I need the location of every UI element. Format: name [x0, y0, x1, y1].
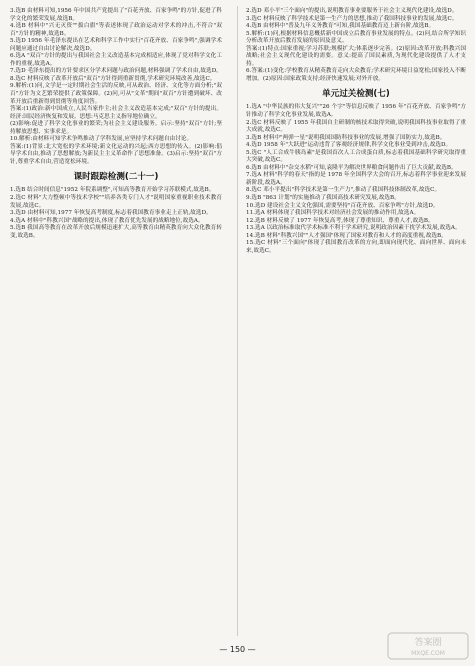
answer-paragraph: 3.选B 由材料可知,1956 年中国共产党提出了"百花齐放、百家争鸣"的方针,促进了科学文化的繁荣发展,故选B。: [10, 8, 222, 22]
answer-paragraph: 15.选C 材料"三个面向"体现了我国教育改革的方向,即面向现代化、面向世界、面向未来,故选C。: [246, 240, 466, 254]
answer-paragraph: 5.选C "人工合成牛胰岛素"是我国首次人工合成蛋白质,标志着我国基础科学研究取得重大突破,故选C。: [246, 149, 466, 164]
answer-paragraph: 9.选B "863 计划"的实施推动了我国高技术研究发展,故选B。: [246, 195, 400, 202]
section-heading: 课时跟踪检测(二十一): [73, 172, 159, 183]
answer-paragraph: 2.选C 材料"大力整顿中等技术学校""培养各类专门人才"说明国家重视职业技术教育发展,故选C。: [10, 195, 222, 209]
answer-paragraph: 3.选B 材料中"两弹一星"说明我国国防科技事业的发展,增强了国防实力,故选B。: [246, 134, 446, 141]
svg-text:答案圈: 答案圈: [414, 638, 442, 648]
answer-paragraph: 答案:(1)背景:北大宽松的学术环境;新文化运动的兴起;西方思想的传入。(2)影响:倡导学术自由,推动了思想解放;为新民主主义革命作了思想准备。(3)启示:坚持"双百"方针,尊重学术自由,营造宽松环境。: [10, 143, 222, 165]
answer-paragraph: 1.选A "中华民族的伟大复兴""26 个字"等信息反映了 1956 年"百花齐放、百家争鸣"方针推动了科学文化事业发展,故选A。: [246, 104, 466, 119]
answer-paragraph: 14.选B 材料"科教兴国""人才强国"体现了国家对教育和人才的高度重视,故选B。: [246, 232, 447, 239]
answer-paragraph: 3.选D 由材料可知,1977 年恢复高考制度,标志着我国教育事业走上正轨,故选D。: [10, 210, 212, 217]
answer-paragraph: 10.选D 建设社会主义文化强国,需要坚持"百花齐放、百家争鸣"方针,故选D。: [246, 202, 439, 209]
answer-paragraph: 4.选D 1958 年"大跃进"运动违背了客观经济规律,科学文化事业受到冲击,故选D。: [246, 142, 452, 149]
answer-paragraph: 4.选A 材料中"科教兴国"战略的提出,体现了教育优先发展的战略地位,故选A。: [10, 217, 204, 224]
answer-paragraph: 10.解析:由材料可知学术争鸣推动了学科发展,应坚持学术问题自由讨论。: [10, 136, 193, 143]
svg-text:MXQE.COM: MXQE.COM: [411, 650, 445, 657]
answer-paragraph: (2)影响:促进了科学文化事业的繁荣;为社会主义建设服务。启示:坚持"双百"方针;坚持解放思想、实事求是。: [10, 121, 222, 135]
answer-paragraph: 4.选B 由材料中"普及九年义务教育"可知,我国基础教育迈上新台阶,故选B。: [246, 23, 435, 30]
answer-paragraph: 13.选A 以政治标准取代学术标准不利于学术研究,说明政治因素干扰学术发展,故选A。: [246, 225, 461, 232]
column-divider: [237, 6, 238, 636]
section-heading: 单元过关检测(七): [322, 89, 390, 100]
answer-paragraph: 6.答案:(1)变化:学校教育从精英教育走向大众教育;学术研究环境日益宽松;国家投入不断增加。(2)原因:国家政策支持;经济快速发展;对外开放。: [246, 68, 466, 82]
answer-paragraph: 答案:(1)特点:国家重视;学习苏联;规模扩大;体系逐步完善。(2)原因:改革开放;科教兴国战略;社会主义现代化建设的需要。意义:提高了国民素质,为现代化建设提供了人才支持。: [246, 45, 466, 67]
watermark-logo: [387, 632, 469, 660]
answer-paragraph: 3.选C 材料反映了科学技术是第一生产力的思想,推动了我国科技事业的发展,故选C。: [246, 15, 458, 22]
left-column: [10, 8, 222, 240]
answer-paragraph: 5.选D 1956 年毛泽东提出在艺术和科学工作中实行"百花齐放、百家争鸣",强调学术问题应通过自由讨论解决,故选D。: [10, 38, 222, 52]
page-number: — 150 —: [219, 645, 256, 654]
answer-paragraph: 5.选B 我国高等教育在改革开放后规模迅速扩大,高等教育由精英教育向大众化教育转变,故选B。: [10, 225, 222, 239]
answer-paragraph: 9.解析:(1)问,文学是一定时期社会生活的反映,可从政治、经济、文化等方面分析;"双百"方针为文艺繁荣提供了政策保障。(2)问,可从"文革"期间"双百"方针遭到破坏、改革开放后重新得到贯彻等角度回答。: [10, 83, 222, 105]
answer-paragraph: 8.选C 材料反映了改革开放后"双百"方针得到重新贯彻,学术研究环境改善,故选C。: [10, 75, 216, 82]
answer-paragraph: 12.选B 材料反映了 1977 年恢复高考,体现了尊重知识、尊重人才,故选B。: [246, 217, 434, 224]
answer-paragraph: 1.选B 结合时间信息"1952 年院系调整",可知高等教育开始学习苏联模式,故选B。: [10, 187, 215, 194]
answer-paragraph: 6.选A "双百"方针的提出与我国社会主义改造基本完成相适应,体现了党对科学文化工作的重视,故选A。: [10, 53, 222, 67]
answer-paragraph: 2.选C 材料反映了 1955 年我国自主研制的核技术取得突破,说明我国科技事业取得了重大成就,故选C。: [246, 119, 466, 134]
answer-paragraph: 8.选C 邓小平提出"科学技术是第一生产力",推动了我国科技体制改革,故选C。: [246, 187, 441, 194]
answer-paragraph: 7.选A 材料"科学的春天"指的是 1978 年全国科学大会的召开,标志着科学事业迎来发展新阶段,故选A。: [246, 172, 466, 186]
right-column: [246, 8, 466, 255]
answer-paragraph: 2.选D 邓小平"三个面向"的提出,说明教育事业要服务于社会主义现代化建设,故选D。: [246, 8, 458, 14]
answer-paragraph: 6.选B 由材料中"杂交水稻"可知,袁隆平为解决世界粮食问题作出了巨大贡献,故选B。: [246, 164, 457, 171]
answer-paragraph: 7.选D 毛泽东提出的方针要求区分学术问题与政治问题,材料强调了学术自由,故选D。: [10, 68, 222, 75]
answer-paragraph: 答案:(1)政治:新中国成立,人民当家作主;社会主义改造基本完成;"双百"方针的提出。经济:国民经济恢复和发展。思想:马克思主义指导地位确立。: [10, 106, 222, 120]
answer-paragraph: 11.选A 材料体现了我国科学技术对经济社会发展的推动作用,故选A。: [246, 210, 420, 217]
answer-paragraph: 5.解析:(1)问,根据材料信息概括新中国成立后教育事业发展的特点。(2)问,结合所学知识分析改革开放后教育发展的原因及意义。: [246, 30, 466, 45]
answer-paragraph: 4.选B 材料中"兴无灭资""拔白旗"等表述体现了政治运动对学术的冲击,不符合"双百"方针的精神,故选B。: [10, 23, 222, 37]
